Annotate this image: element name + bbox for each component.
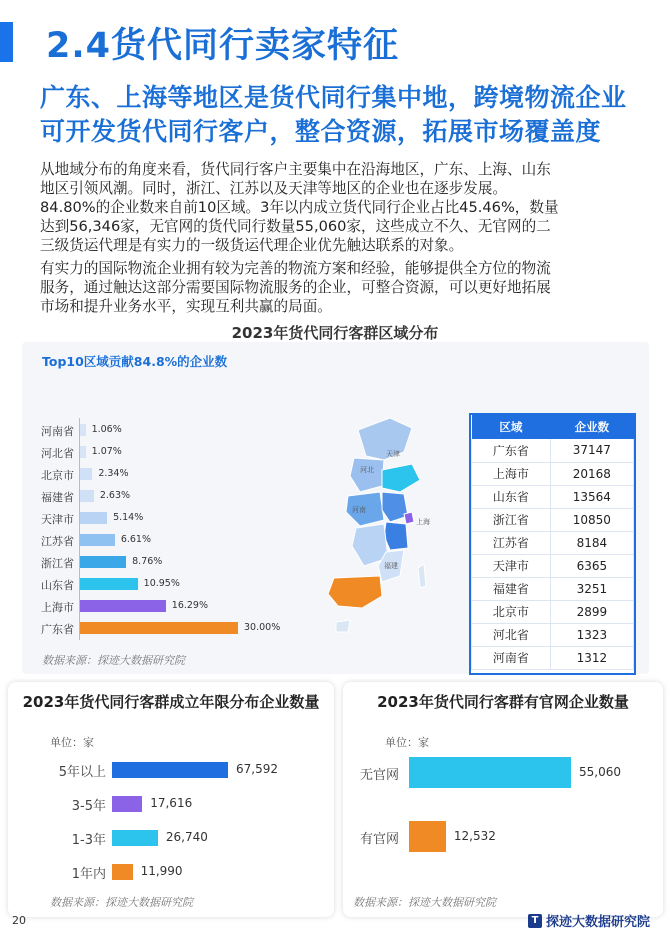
table-cell: 3251 — [550, 577, 633, 600]
top10-bar-label: 福建省 — [41, 491, 74, 504]
top10-bar-value: 2.34% — [98, 468, 129, 479]
top10-bar-label: 上海市 — [41, 601, 74, 614]
table-row — [472, 577, 634, 600]
top10-bar — [80, 446, 86, 458]
table-row — [472, 508, 634, 531]
top10-bar-label: 河南省 — [41, 425, 74, 438]
paragraph-line: 三级货运代理是有实力的一级货运代理企业优先触达联系的对象。 — [40, 237, 464, 254]
website-bar-label: 无官网 — [359, 768, 399, 783]
table-cell: 河南省 — [472, 646, 551, 669]
top10-bar-value: 1.07% — [91, 446, 122, 457]
table-cell: 13564 — [550, 485, 633, 508]
top10-bar — [80, 490, 94, 502]
region-table — [471, 415, 634, 670]
website-bar — [409, 757, 571, 788]
table-row — [472, 485, 634, 508]
top10-bar-row — [32, 530, 262, 550]
top10-bar-row — [32, 486, 262, 506]
table-row — [472, 646, 634, 669]
top10-bar — [80, 600, 166, 612]
years-bar-label: 5年以上 — [58, 765, 106, 780]
paragraph-line: 84.80%的企业数来自前10区域。3年以内成立货代同行企业占比45.46%，数量 — [40, 199, 559, 216]
table-cell: 8184 — [550, 531, 633, 554]
table-cell: 10850 — [550, 508, 633, 531]
top10-bar-label: 北京市 — [41, 469, 74, 482]
region-section-title: 2023年货代同行客群区域分布 — [231, 324, 439, 342]
table-cell: 浙江省 — [472, 508, 551, 531]
table-cell: 福建省 — [472, 577, 551, 600]
table-header-row — [472, 415, 634, 439]
top10-bar-value: 16.29% — [171, 600, 209, 611]
top10-bar — [80, 424, 86, 436]
map-region-shanghai — [404, 512, 414, 524]
map-label-henan: 河南 — [352, 506, 366, 514]
top10-bar-label: 广东省 — [41, 623, 74, 636]
years-bar-label: 1-3年 — [71, 833, 106, 848]
subtitle-line-1: 广东、上海等地区是货代同行集中地，跨境物流企业 — [40, 83, 627, 112]
china-east-coast-map — [300, 400, 465, 640]
years-bar-value: 67,592 — [236, 762, 278, 776]
table-cell: 广东省 — [472, 439, 551, 462]
table-row — [472, 554, 634, 577]
website-bar — [409, 821, 446, 852]
map-region-zhejiang — [384, 522, 408, 550]
map-region-hebei — [350, 458, 384, 492]
table-cell: 山东省 — [472, 485, 551, 508]
table-row — [472, 439, 634, 462]
table-row — [472, 531, 634, 554]
top10-chart-title: Top10区域贡献84.8%的企业数 — [42, 354, 228, 369]
page-number: 20 — [12, 914, 26, 927]
top10-bar-label: 浙江省 — [41, 557, 74, 570]
paragraph-line: 市场和提升业务水平，实现互利共赢的局面。 — [40, 298, 332, 315]
table-row — [472, 462, 634, 485]
top10-bar — [80, 468, 92, 480]
top10-bar — [80, 556, 126, 568]
paragraph-line: 达到56,346家，无官网的货代同行数量55,060家，这些成立不久、无官网的二 — [40, 218, 551, 235]
top10-bar — [80, 622, 238, 634]
map-region-jiangsu — [382, 492, 408, 522]
years-bar-label: 3-5年 — [71, 799, 106, 814]
website-bar-label: 有官网 — [359, 832, 399, 847]
table-cell: 河北省 — [472, 623, 551, 646]
top10-bar-value: 30.00% — [244, 622, 281, 633]
top10-bar-row — [32, 574, 262, 594]
table-cell: 6365 — [550, 554, 633, 577]
table-row — [472, 623, 634, 646]
region-source-note: 数据来源：探迹大数据研究院 — [42, 654, 185, 667]
top10-bar-row — [32, 464, 262, 484]
top10-bar-label: 山东省 — [41, 579, 74, 592]
brand-name: 探迹大数据研究院 — [545, 915, 650, 930]
top10-bar-row — [32, 618, 281, 638]
website-bar-value: 12,532 — [453, 829, 496, 843]
top10-bar-row — [32, 420, 262, 440]
top10-bar-row — [32, 442, 262, 462]
years-bar — [112, 796, 142, 812]
table-cell: 天津市 — [472, 554, 551, 577]
paragraph-line: 从地域分布的角度来看，货代同行客户主要集中在沿海地区，广东、上海、山东 — [40, 161, 551, 178]
table-header-count: 企业数 — [550, 415, 633, 439]
table-cell: 北京市 — [472, 600, 551, 623]
years-bar-value: 11,990 — [140, 864, 183, 878]
website-bar-value: 55,060 — [579, 765, 621, 779]
map-label-hebei: 河北 — [360, 466, 374, 474]
top10-bar-value: 5.14% — [113, 512, 144, 523]
top10-bar-value: 8.76% — [132, 556, 163, 567]
map-label-fujian: 福建 — [384, 562, 398, 570]
subtitle-line-2: 可开发货代同行客户，整合资源，拓展市场覆盖度 — [40, 117, 602, 146]
top10-bar — [80, 578, 138, 590]
table-cell: 上海市 — [472, 462, 551, 485]
table-cell: 1323 — [550, 623, 633, 646]
table-row — [472, 600, 634, 623]
brand-footer — [528, 911, 650, 930]
map-region-north — [358, 418, 412, 460]
paragraph-line: 有实力的国际物流企业拥有较为完善的物流方案和经验，能够提供全方位的物流 — [40, 260, 551, 277]
table-cell: 1312 — [550, 646, 633, 669]
years-bar — [112, 762, 228, 778]
table-cell: 2899 — [550, 600, 633, 623]
years-bar — [112, 830, 158, 846]
top10-bar-row — [32, 552, 262, 572]
top10-bar-row — [32, 508, 262, 528]
map-region-taiwan — [418, 564, 426, 588]
years-chart-unit: 单位：家 — [50, 736, 94, 749]
map-label-tianjin: 天津 — [386, 450, 400, 458]
website-chart-unit: 单位：家 — [385, 736, 429, 749]
paragraph-1 — [40, 160, 640, 255]
table-cell: 江苏省 — [472, 531, 551, 554]
website-source-note: 数据来源：探迹大数据研究院 — [353, 896, 496, 909]
table-header-region: 区域 — [472, 415, 551, 439]
brand-logo-icon: T — [528, 914, 542, 928]
top10-bar-value: 6.61% — [120, 534, 151, 545]
years-source-note: 数据来源：探迹大数据研究院 — [50, 896, 193, 909]
map-label-shanghai: 上海 — [416, 518, 430, 526]
map-region-guangdong — [328, 576, 382, 608]
map-region-shandong — [382, 464, 420, 492]
years-bar-value: 17,616 — [150, 796, 193, 810]
top10-bar — [80, 534, 115, 546]
years-bar-value: 26,740 — [165, 830, 208, 844]
top10-bar-label: 江苏省 — [41, 535, 74, 548]
top10-bar-label: 河北省 — [41, 447, 74, 460]
top10-bar — [80, 512, 107, 524]
years-chart-title: 2023年货代同行客群成立年限分布企业数量 — [22, 693, 320, 711]
paragraph-line: 地区引领风潮。同时，浙江、江苏以及天津等地区的企业也在逐步发展。 — [40, 180, 508, 197]
title-accent-bar — [0, 22, 13, 62]
website-chart-title: 2023年货代同行客群有官网企业数量 — [377, 693, 629, 711]
paragraph-line: 服务，通过触达这部分需要国际物流服务的企业，可整合资源，可以更好地拓展 — [40, 279, 551, 296]
paragraph-2 — [40, 259, 640, 316]
top10-bar-value: 1.06% — [91, 424, 122, 435]
top10-bar-value: 2.63% — [99, 490, 131, 501]
years-chart-card — [8, 682, 334, 917]
top10-bar-label: 天津市 — [41, 513, 74, 526]
top10-bar-value: 10.95% — [143, 578, 180, 589]
top10-bar-row — [32, 596, 262, 616]
website-chart-card — [343, 682, 663, 917]
years-bar-label: 1年内 — [71, 867, 106, 882]
page-title: 2.4货代同行卖家特征 — [46, 26, 400, 66]
map-region-hainan — [336, 620, 350, 632]
years-bar — [112, 864, 133, 880]
table-cell: 37147 — [550, 439, 633, 462]
table-cell: 20168 — [550, 462, 633, 485]
